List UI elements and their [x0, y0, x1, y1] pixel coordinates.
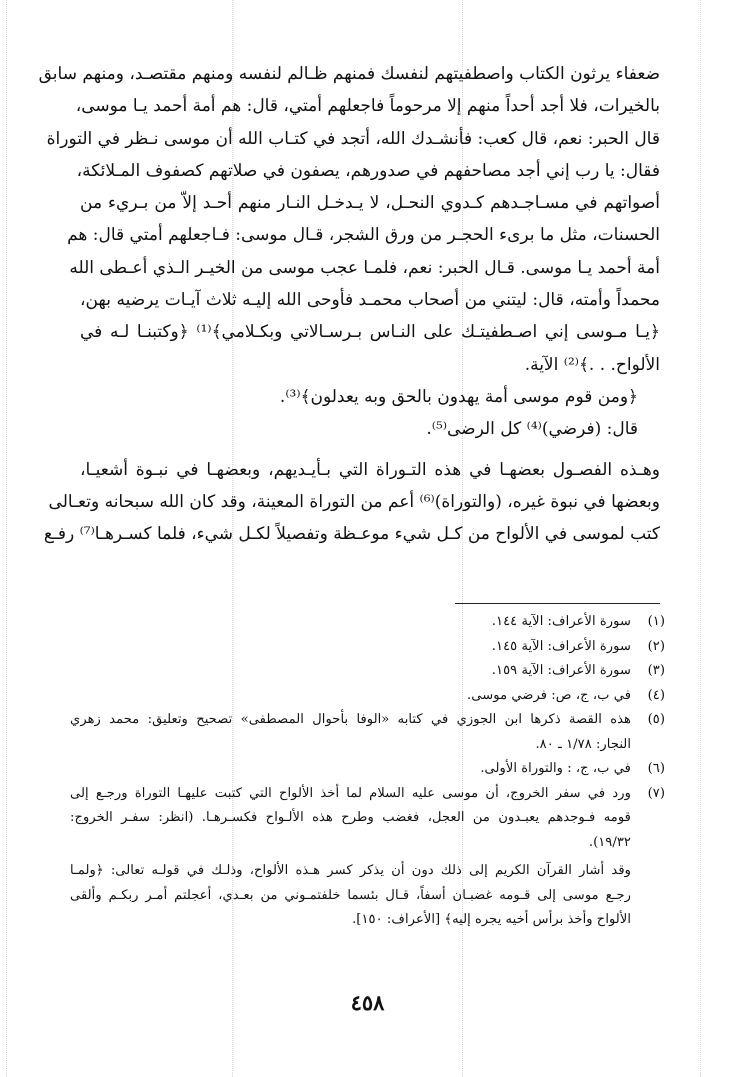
footnote-continuation	[70, 859, 665, 933]
page-number: ٤٥٨	[350, 990, 385, 1015]
footnote-text: سورة الأعراف: الآية ١٤٥.	[491, 638, 631, 654]
text-line: الألواح. . .﴾⁽²⁾ الآية.	[524, 354, 660, 375]
footnote-number: (٤)	[647, 687, 665, 703]
footnote-number: (٢)	[647, 638, 665, 654]
footnote-number: (٦)	[647, 761, 665, 776]
footnote-text: الألواح وأخذ برأس أخيه يجره إليه﴾ [الأعراف: ١٥٠].	[352, 912, 631, 927]
footnote-text: النجار: ١/٧٨ ـ ٨٠.	[535, 736, 631, 752]
scan-edge-line	[6, 0, 7, 1077]
footnote	[70, 659, 665, 684]
footnote-text: سورة الأعراف: الآية ١٤٤.	[491, 614, 631, 629]
text-line: الحسنات، مثل ما برىء الحجـر من ورق الشجر، قـال موسى: فـاجعلهم أمتي قال: هم	[67, 225, 660, 246]
main-text	[38, 58, 660, 550]
footnote-separator	[455, 603, 660, 604]
footnote-text: ١٩/٣٢).	[588, 834, 631, 850]
footnote-text: سورة الأعراف: الآية ١٥٩.	[491, 663, 631, 678]
footnote-number: (٥)	[647, 712, 665, 727]
footnote-text: وقد أشار القرآن الكريم إلى ذلك دون أن يذكر كسر هـذه الألواح، وذلـك في قولـه تعالى: ﴿ولمـا	[70, 863, 631, 878]
footnote-number: (١)	[647, 614, 665, 629]
footnote-text: رجـع موسى إلى قـومه غضبـان أسفاً، قـال بئسما خلفتمـوني من بعـدي، أعجلتم أمـر ربكـم وألقى	[70, 887, 631, 903]
paragraph-2	[80, 381, 660, 446]
text-line: أصواتهم في مسـاجـدهم كـدوي النحـل، لا يـدخـل النـار منهم أحـد إلاّ من بـريء من	[80, 193, 660, 214]
text-line: فقال: يا رب إني أجد مصاحفهم في صدورهم، يصفون في صلاتهم كصفوف المـلائكة،	[76, 160, 660, 181]
footnote-text: ورد في سفر الخروج، أن موسى عليه السلام لما أخذ الألواح التي كتبت عليهـا التوراة ورجـع إلى	[70, 785, 631, 801]
footnote-number: (٧)	[647, 785, 665, 801]
footnote	[70, 684, 665, 709]
footnote	[70, 757, 665, 782]
footnote-text: هذه القصة ذكرها ابن الجوزي في كتابه «الوفا بأحوال المصطفى» تصحيح وتعليق: محمد زهري	[70, 712, 631, 727]
footnotes	[70, 610, 665, 933]
text-line: ﴿يـا مـوسى إني اصـطفيتـك على النـاس بـرسـالاتي وبكـلامي﴾⁽¹⁾ ﴿وكتبنـا لـه في	[80, 322, 660, 343]
text-line: بالخيرات، فلا أجد أحداً منهم إلا مرحوماً فاجعلهم أمتي، قال: هم أمة أحمد يـا موسى،	[75, 96, 660, 117]
paragraph-1	[38, 58, 660, 381]
text-line: أمة أحمد يـا موسى. قـال الحبر: نعم، فلمـا عجب موسى من الخيـر الـذي أعـطى الله	[69, 257, 660, 278]
text-line: محمداً وأمته، قال: ليتني من أصحاب محمـد فأوحى الله إليـه ثلاث آيـات يرضيه بهن،	[80, 290, 660, 311]
text-line: وبعضها في نبوة غيره، (والتوراة)⁽⁶⁾ أعم من التوراة المعينة، وقد كان الله سبحانه وتعـالى	[48, 491, 660, 512]
footnote-text: في ب، ج، : والتوراة الأولى.	[480, 761, 631, 776]
quran-verse-line: ﴿ومن قوم موسى أمة يهدون بالحق وبه يعدلون﴾⁽³⁾.	[279, 386, 638, 407]
footnote	[70, 782, 665, 856]
text-line: قال الحبر: نعم، قال كعب: فأنشـدك الله، أتجد في كتـاب الله أن موسى نـظر في التوراة	[46, 128, 660, 149]
footnote	[70, 708, 665, 757]
text-line: ضعفاء يرثون الكتاب واصطفيتهم لنفسك فمنهم ظـالم لنفسه ومنهم مقتصـد، ومنهم سابق	[38, 64, 660, 84]
footnote	[70, 635, 665, 660]
text-line: وهـذه الفصـول بعضهـا في هذه التـوراة التي بـأيـديهم، وبعضهـا في نبـوة أشعيـا،	[80, 459, 660, 480]
text-line: قال: (فرضي)⁽⁴⁾ كل الرضى⁽⁵⁾.	[426, 419, 638, 440]
paragraph-3	[43, 454, 660, 551]
scan-guide-line	[700, 0, 701, 1077]
footnote-text: قومه فـوجدهم يعبـدون من العجل، فغضب وطرح هذه الألـواح فكسـرهـا. (انظر: سفـر الخروج:	[70, 810, 631, 825]
footnote-number: (٣)	[647, 663, 665, 678]
text-line: كتب لموسى في الألواح من كـل شيء موعـظة وتفصيلاً لكـل شيء، فلما كسـرهـا⁽⁷⁾ رفـع	[43, 524, 660, 545]
footnote	[70, 610, 665, 635]
footnote-text: في ب، ج، ص: فرضي موسى.	[467, 687, 631, 703]
